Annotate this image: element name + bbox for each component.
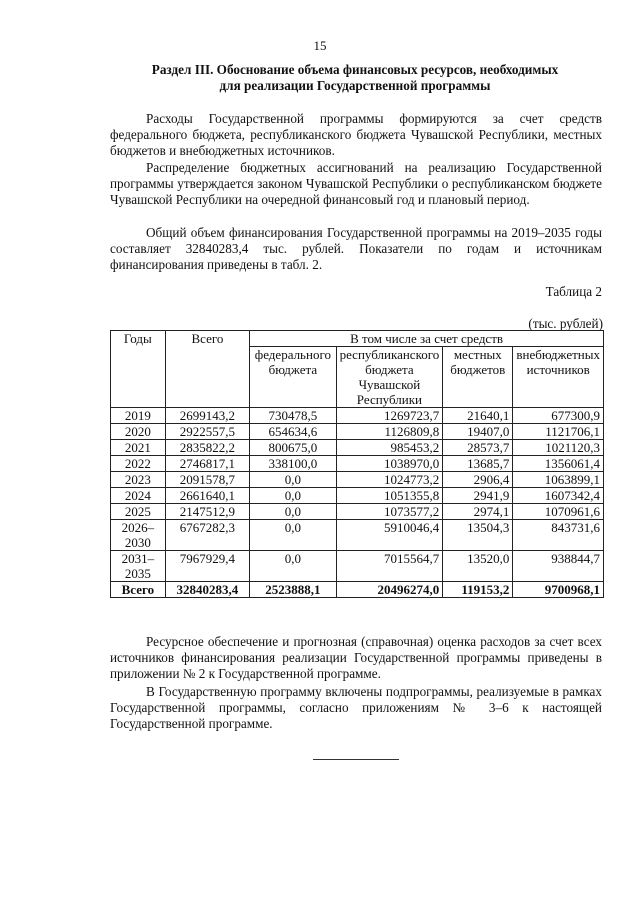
financing-table xyxy=(110,330,604,598)
section-heading-line-1: Раздел III. Обоснование объема финансовых ресурсов, необходимых xyxy=(151,62,559,77)
cell-federal: 2523888,1 xyxy=(250,582,336,598)
cell-local: 13520,0 xyxy=(443,551,513,582)
cell-year: 2020 xyxy=(111,424,166,440)
cell-republic: 1126809,8 xyxy=(336,424,443,440)
paragraph-budget-allocation: Распределение бюджетных ассигнований на реализацию Государственной программы утверждается законом Чувашской Республики о республиканском бюджете Чувашской Республики на очередной финансовый год и плановый период. xyxy=(110,160,602,208)
cell-year: 2022 xyxy=(111,456,166,472)
table-row xyxy=(111,504,604,520)
section-heading xyxy=(100,62,610,94)
header-republic: республиканского бюджета Чувашской Республики xyxy=(336,347,443,408)
cell-extra: 1356061,4 xyxy=(513,456,604,472)
header-federal: федерального бюджета xyxy=(250,347,336,408)
cell-federal: 654634,6 xyxy=(250,424,336,440)
cell-local: 2974,1 xyxy=(443,504,513,520)
cell-total: 2091578,7 xyxy=(165,472,249,488)
table-units: (тыс. рублей) xyxy=(528,316,603,331)
header-total: Всего xyxy=(165,331,249,408)
header-extra: внебюджетных источников xyxy=(513,347,604,408)
cell-year: 2019 xyxy=(111,408,166,424)
table-row xyxy=(111,456,604,472)
table-total-row xyxy=(111,582,604,598)
cell-federal: 730478,5 xyxy=(250,408,336,424)
cell-extra: 1021120,3 xyxy=(513,440,604,456)
cell-local: 21640,1 xyxy=(443,408,513,424)
table-row xyxy=(111,440,604,456)
section-heading-line-2: для реализации Государственной программы xyxy=(219,78,491,93)
cell-year: 2031–2035 xyxy=(111,551,166,582)
cell-republic: 1073577,2 xyxy=(336,504,443,520)
cell-total: 2661640,1 xyxy=(165,488,249,504)
cell-extra: 1063899,1 xyxy=(513,472,604,488)
cell-local: 13685,7 xyxy=(443,456,513,472)
cell-year: 2021 xyxy=(111,440,166,456)
cell-total: 2147512,9 xyxy=(165,504,249,520)
cell-extra: 9700968,1 xyxy=(513,582,604,598)
cell-republic: 5910046,4 xyxy=(336,520,443,551)
cell-federal: 0,0 xyxy=(250,504,336,520)
cell-year: 2023 xyxy=(111,472,166,488)
cell-republic: 1269723,7 xyxy=(336,408,443,424)
paragraph-subprograms: В Государственную программу включены подпрограммы, реализуемые в рамках Государственной программы, согласно приложениям № 3–6 к настоящей Государственной программе. xyxy=(110,684,602,732)
cell-total: 2699143,2 xyxy=(165,408,249,424)
cell-federal: 0,0 xyxy=(250,488,336,504)
cell-extra: 843731,6 xyxy=(513,520,604,551)
header-group: В том числе за счет средств xyxy=(250,331,604,347)
table-label: Таблица 2 xyxy=(545,284,602,299)
cell-federal: 338100,0 xyxy=(250,456,336,472)
closing-rule xyxy=(313,759,399,760)
header-years: Годы xyxy=(111,331,166,408)
cell-federal: 0,0 xyxy=(250,551,336,582)
cell-total: 7967929,4 xyxy=(165,551,249,582)
cell-extra: 938844,7 xyxy=(513,551,604,582)
cell-republic: 1024773,2 xyxy=(336,472,443,488)
cell-local: 2941,9 xyxy=(443,488,513,504)
cell-extra: 1121706,1 xyxy=(513,424,604,440)
paragraph-total-volume: Общий объем финансирования Государственной программы на 2019–2035 годы составляет 32840283,4 тыс. рублей. Показатели по годам и источникам финансирования приведены в табл. 2. xyxy=(110,225,602,273)
cell-federal: 0,0 xyxy=(250,520,336,551)
paragraph-resource-support: Ресурсное обеспечение и прогнозная (справочная) оценка расходов за счет всех источников финансирования реализации Государственной программы приведены в приложении № 2 к Государственной программе. xyxy=(110,634,602,682)
paragraph-funding-sources: Расходы Государственной программы формируются за счет средств федерального бюджета, республиканского бюджета Чувашской Республики, местных бюджетов и внебюджетных источников. xyxy=(110,111,602,159)
cell-total: 2835822,2 xyxy=(165,440,249,456)
table-row xyxy=(111,472,604,488)
table-row xyxy=(111,424,604,440)
table-row xyxy=(111,551,604,582)
cell-local: 2906,4 xyxy=(443,472,513,488)
cell-total: 6767282,3 xyxy=(165,520,249,551)
table-row xyxy=(111,408,604,424)
table-row xyxy=(111,520,604,551)
cell-republic: 7015564,7 xyxy=(336,551,443,582)
page-number: 15 xyxy=(313,38,327,53)
cell-republic: 20496274,0 xyxy=(336,582,443,598)
cell-total: 2922557,5 xyxy=(165,424,249,440)
cell-republic: 1038970,0 xyxy=(336,456,443,472)
table-row xyxy=(111,488,604,504)
cell-local: 13504,3 xyxy=(443,520,513,551)
cell-federal: 800675,0 xyxy=(250,440,336,456)
cell-year: 2026–2030 xyxy=(111,520,166,551)
cell-local: 119153,2 xyxy=(443,582,513,598)
cell-extra: 1070961,6 xyxy=(513,504,604,520)
cell-total: 2746817,1 xyxy=(165,456,249,472)
cell-total: 32840283,4 xyxy=(165,582,249,598)
cell-republic: 985453,2 xyxy=(336,440,443,456)
cell-extra: 677300,9 xyxy=(513,408,604,424)
cell-extra: 1607342,4 xyxy=(513,488,604,504)
cell-local: 19407,0 xyxy=(443,424,513,440)
cell-year: Всего xyxy=(111,582,166,598)
cell-federal: 0,0 xyxy=(250,472,336,488)
cell-local: 28573,7 xyxy=(443,440,513,456)
cell-year: 2025 xyxy=(111,504,166,520)
cell-year: 2024 xyxy=(111,488,166,504)
cell-republic: 1051355,8 xyxy=(336,488,443,504)
header-local: местных бюджетов xyxy=(443,347,513,408)
